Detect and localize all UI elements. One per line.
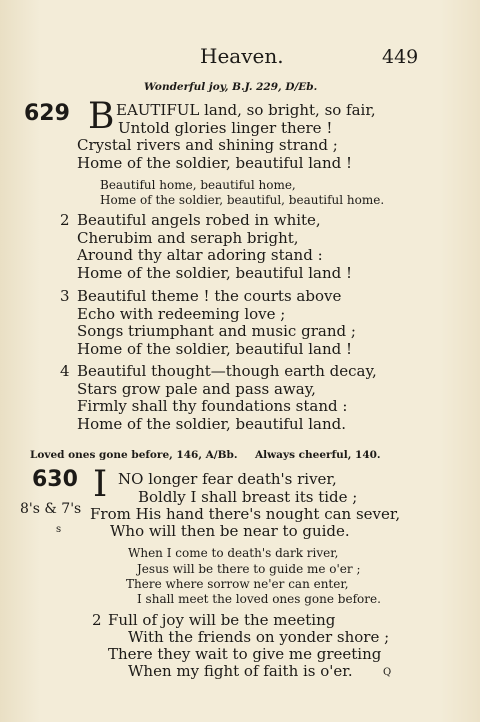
hymn-630-tune-right: Always cheerful, 140. <box>255 449 381 461</box>
hymn-629-v3-number: 3 <box>60 287 70 305</box>
hymn-629-v2-line3: Around thy altar adoring stand : <box>77 246 323 264</box>
hymn-630-chorus-line3: There where sorrow ne'er can enter, <box>126 577 349 591</box>
hymn-630-v2-line4: When my fight of faith is o'er. <box>128 662 353 680</box>
hymn-629-drop-cap: B <box>88 96 115 137</box>
hymn-630-v2-number: 2 <box>92 611 102 629</box>
signature-mark: Q <box>383 667 392 678</box>
hymn-629-v3-line4: Home of the soldier, beautiful land ! <box>77 340 353 358</box>
hymn-629-v4-line4: Home of the soldier, beautiful land. <box>77 415 346 433</box>
hymn-629-tune: Wonderful joy, B.J. 229, D/Eb. <box>144 81 318 93</box>
hymn-629-v2-line4: Home of the soldier, beautiful land ! <box>77 264 353 282</box>
hymn-630-v2-line1: Full of joy will be the meeting <box>108 611 336 629</box>
hymn-629-v4-number: 4 <box>60 362 70 380</box>
hymn-630-tune-left: Loved ones gone before, 146, A/Bb. <box>30 449 238 461</box>
hymn-630-number: 630 <box>32 467 78 492</box>
page-number: 449 <box>382 46 419 68</box>
hymn-629-v3-line2: Echo with redeeming love ; <box>77 305 286 323</box>
hymn-629-v3-line3: Songs triumphant and music grand ; <box>77 322 356 340</box>
hymn-629-v4-line2: Stars grow pale and pass away, <box>77 380 316 398</box>
hymn-629-v2-number: 2 <box>60 211 70 229</box>
hymn-630-v1-line3: From His hand there's nought can sever, <box>90 505 401 523</box>
page-title: Heaven. <box>200 44 284 68</box>
hymn-630-chorus-line2: Jesus will be there to guide me o'er ; <box>137 562 361 576</box>
hymn-629-chorus-line1: Beautiful home, beautiful home, <box>100 178 296 192</box>
hymn-630-chorus-line1: When I come to death's dark river, <box>128 546 339 560</box>
hymn-630-v1-line2: Boldly I shall breast its tide ; <box>138 488 358 506</box>
hymn-629-v1-line3: Crystal rivers and shining strand ; <box>77 136 338 154</box>
hymn-629-number: 629 <box>24 101 70 126</box>
hymn-629-v1-line1: EAUTIFUL land, so bright, so fair, <box>116 101 376 119</box>
hymn-629-v4-line1: Beautiful thought—though earth decay, <box>77 362 377 380</box>
hymn-630-v2-line3: There they wait to give me greeting <box>108 645 382 663</box>
hymn-629-v4-line3: Firmly shall thy foundations stand : <box>77 397 348 415</box>
hymn-630-v1-line1: NO longer fear death's river, <box>118 470 337 488</box>
hymn-630-v2-line2: With the friends on yonder shore ; <box>128 628 390 646</box>
hymn-630-v1-line4: Who will then be near to guide. <box>110 522 350 540</box>
hymn-629-v2-line1: Beautiful angels robed in white, <box>77 211 321 229</box>
hymn-629-chorus-line2: Home of the soldier, beautiful, beautiful home. <box>100 193 385 207</box>
hymn-630-chorus-line4: I shall meet the loved ones gone before. <box>137 592 381 606</box>
hymn-630-meter: 8's & 7's <box>20 501 82 517</box>
hymn-630-drop-cap: I <box>93 464 108 505</box>
hymn-629-v1-line2: Untold glories linger there ! <box>118 119 333 137</box>
hymn-629-v3-line1: Beautiful theme ! the courts above <box>77 287 342 305</box>
hymn-630-meter-mark: s <box>56 524 62 535</box>
hymn-629-v2-line2: Cherubim and seraph bright, <box>77 229 299 247</box>
hymn-629-v1-line4: Home of the soldier, beautiful land ! <box>77 154 353 172</box>
